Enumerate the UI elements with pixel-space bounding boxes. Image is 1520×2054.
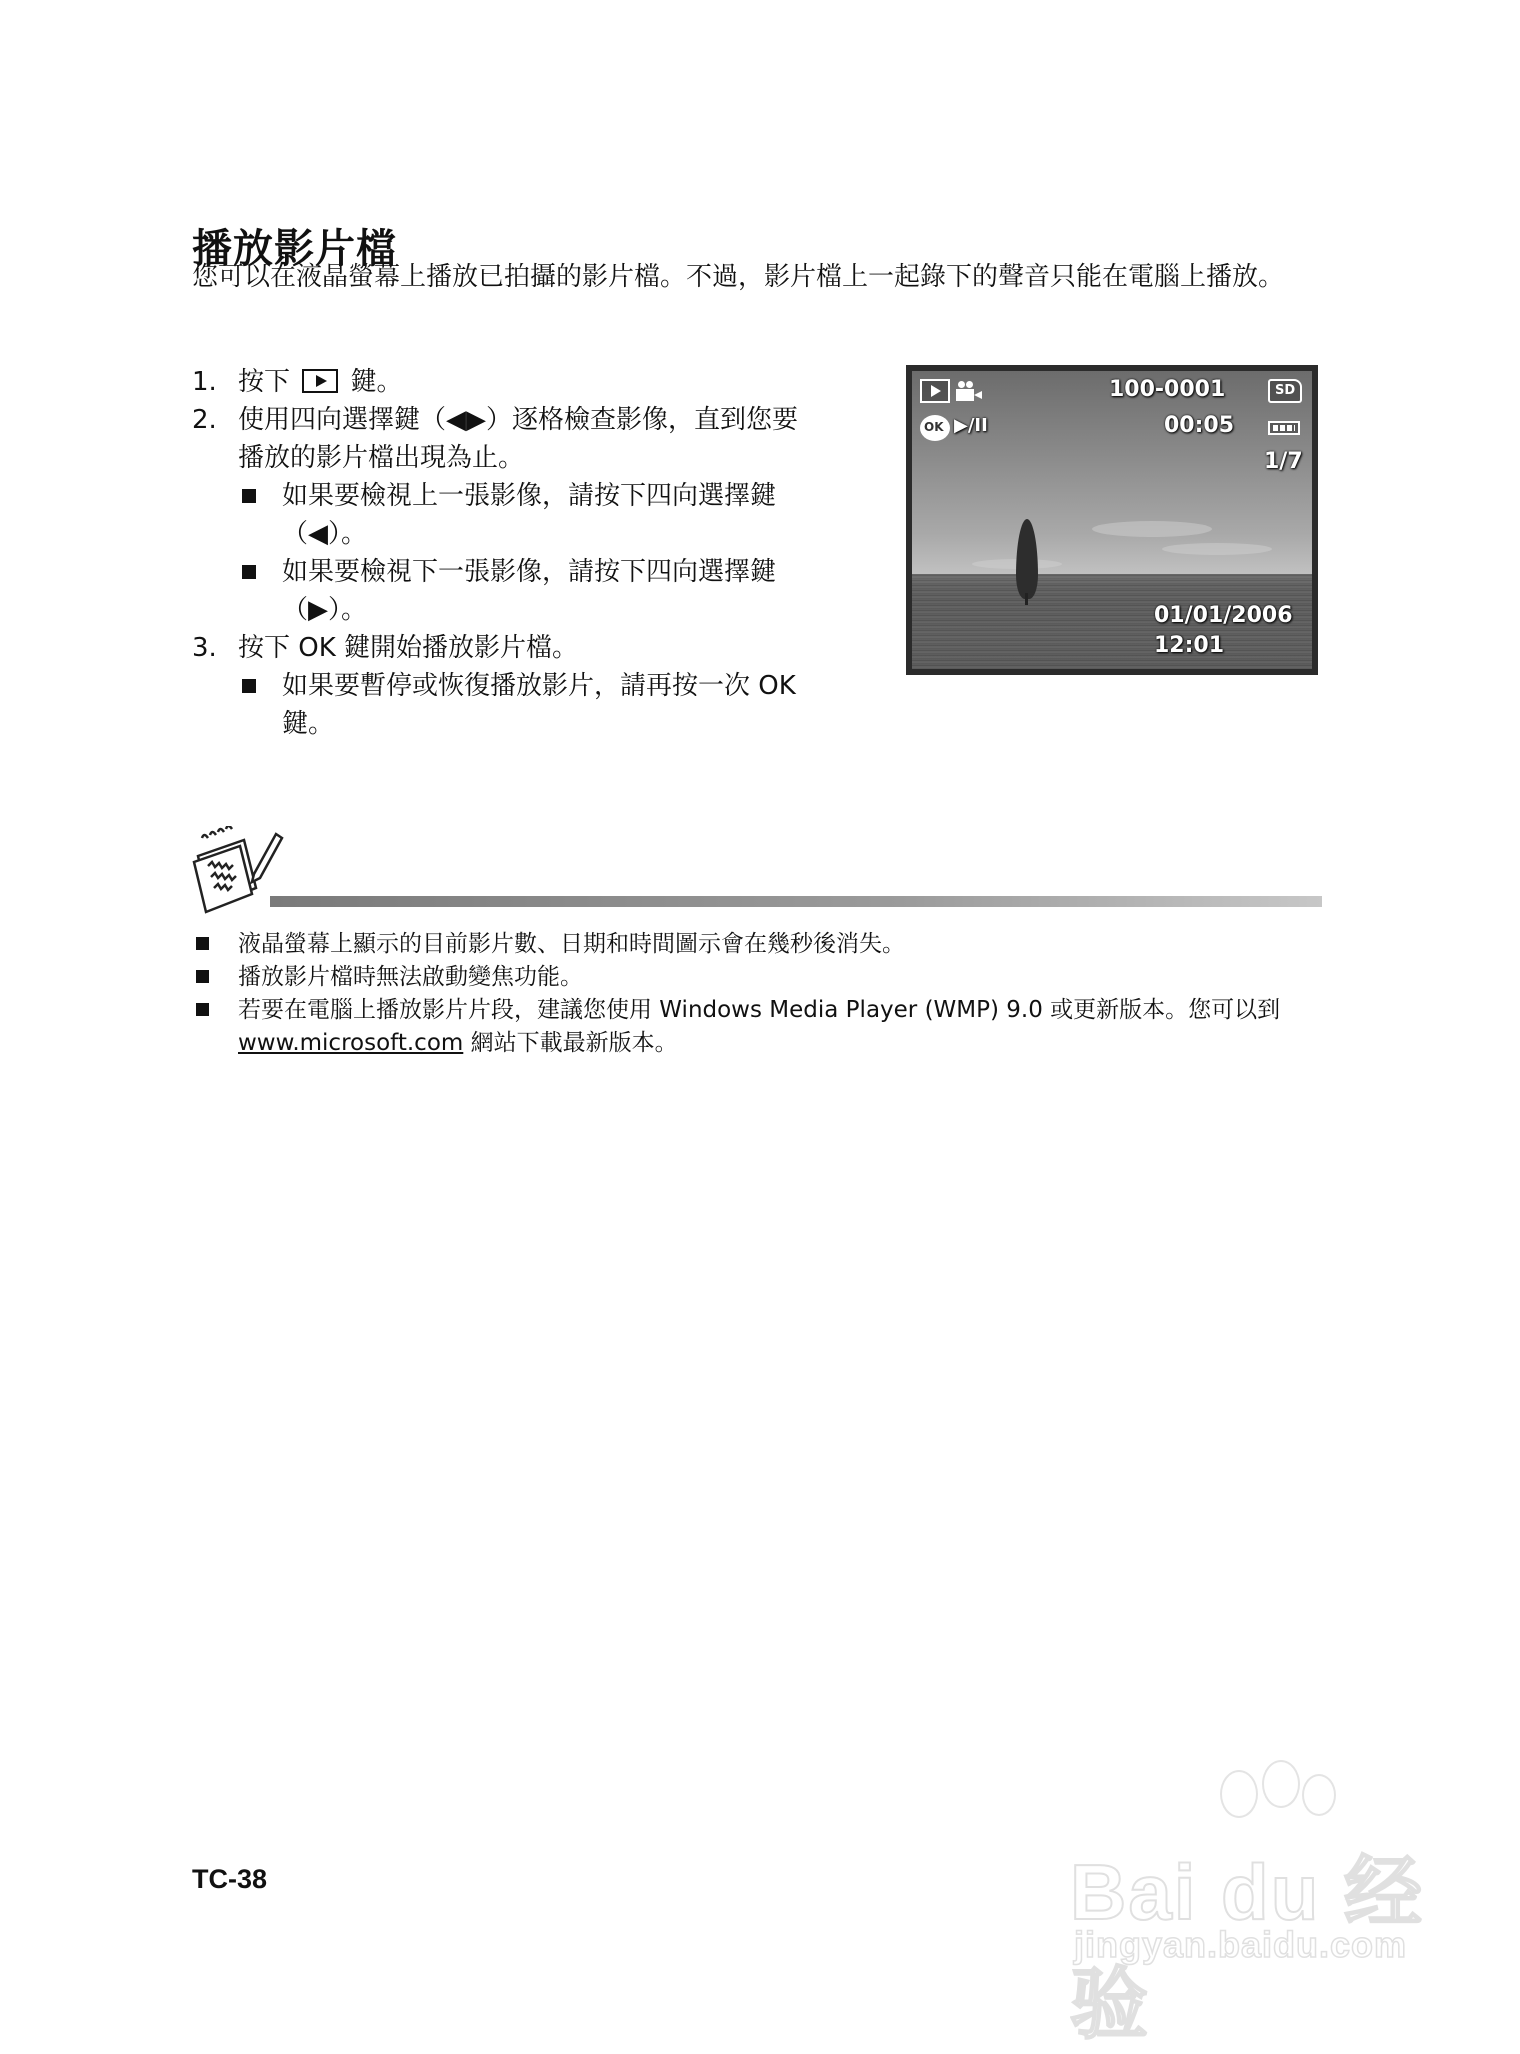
step-text: 使用四向選擇鍵（◀▶）逐格檢查影像，直到您要播放的影片檔出現為止。 — [238, 405, 798, 473]
step-3-sub-1 — [192, 667, 822, 743]
sub-text: 如果要檢視下一張影像，請按下四向選擇鍵（▶）。 — [282, 557, 777, 625]
movie-duration: 00:05 — [1164, 413, 1235, 438]
bullet-square-icon — [242, 565, 256, 579]
tree-icon — [1016, 519, 1038, 599]
step-3 — [192, 629, 822, 667]
bullet-square-icon — [196, 1003, 209, 1016]
file-number: 100-0001 — [1109, 377, 1226, 402]
bullet-square-icon — [196, 937, 209, 950]
play-key-icon — [302, 369, 338, 393]
lcd-screenshot — [906, 365, 1318, 675]
movie-camera-icon — [956, 381, 982, 401]
page-title: 播放影片檔 — [192, 225, 397, 272]
note-text-after: 網站下載最新版本。 — [470, 1030, 678, 1056]
lcd-image — [912, 371, 1312, 669]
page-number: TC-38 — [192, 1864, 268, 1894]
watermark-main-text: Bai du 经验 — [1070, 1848, 1425, 2048]
sub-text: 如果要檢視上一張影像，請按下四向選擇鍵（◀）。 — [282, 481, 777, 549]
step-text-after: 鍵。 — [350, 367, 403, 397]
ok-button-icon — [920, 415, 950, 441]
intro-paragraph: 您可以在液晶螢幕上播放已拍攝的影片檔。不過，影片檔上一起錄下的聲音只能在電腦上播放。 — [192, 262, 1285, 292]
step-number: 1. — [192, 367, 217, 397]
note-text: 若要在電腦上播放影片片段，建議您使用 Windows Media Player (WMP) 9.0 或更新版本。您可以到 — [238, 997, 1281, 1023]
note-divider-bar — [270, 896, 1322, 907]
note-text: 播放影片檔時無法啟動變焦功能。 — [238, 964, 583, 990]
bullet-square-icon — [196, 970, 209, 983]
card-label: SD — [1275, 383, 1296, 398]
note-text: 液晶螢幕上顯示的目前影片數、日期和時間圖示會在幾秒後消失。 — [238, 931, 905, 957]
step-1 — [192, 363, 822, 401]
baidu-watermark — [1070, 1760, 1430, 2048]
watermark-url: jingyan.baidu.com — [1074, 1924, 1408, 1965]
microsoft-link[interactable]: www.microsoft.com — [238, 1030, 464, 1056]
note-item — [192, 961, 1332, 994]
frame-counter: 1/7 — [1264, 449, 1303, 474]
playback-mode-icon — [920, 379, 950, 403]
bullet-square-icon — [242, 489, 256, 503]
sub-text: 如果要暫停或恢復播放影片，請再按一次 OK 鍵。 — [282, 671, 796, 739]
step-text-before: 按下 — [238, 367, 291, 397]
note-item — [192, 928, 1332, 961]
recording-date: 01/01/2006 — [1154, 603, 1293, 628]
step-text: 按下 OK 鍵開始播放影片檔。 — [238, 633, 579, 663]
battery-icon — [1268, 421, 1300, 435]
note-item — [192, 994, 1332, 1060]
step-2-sub-1 — [192, 477, 822, 553]
play-pause-indicator: ▶/II — [954, 415, 988, 436]
step-number: 2. — [192, 405, 217, 435]
step-2-sub-2 — [192, 553, 822, 629]
steps-list — [192, 363, 822, 743]
ok-label: OK — [924, 420, 944, 434]
bullet-square-icon — [242, 679, 256, 693]
step-number: 3. — [192, 633, 217, 663]
notes-list — [192, 928, 1332, 1060]
sd-card-icon — [1268, 379, 1302, 403]
recording-time: 12:01 — [1154, 633, 1225, 658]
step-2 — [192, 401, 822, 477]
